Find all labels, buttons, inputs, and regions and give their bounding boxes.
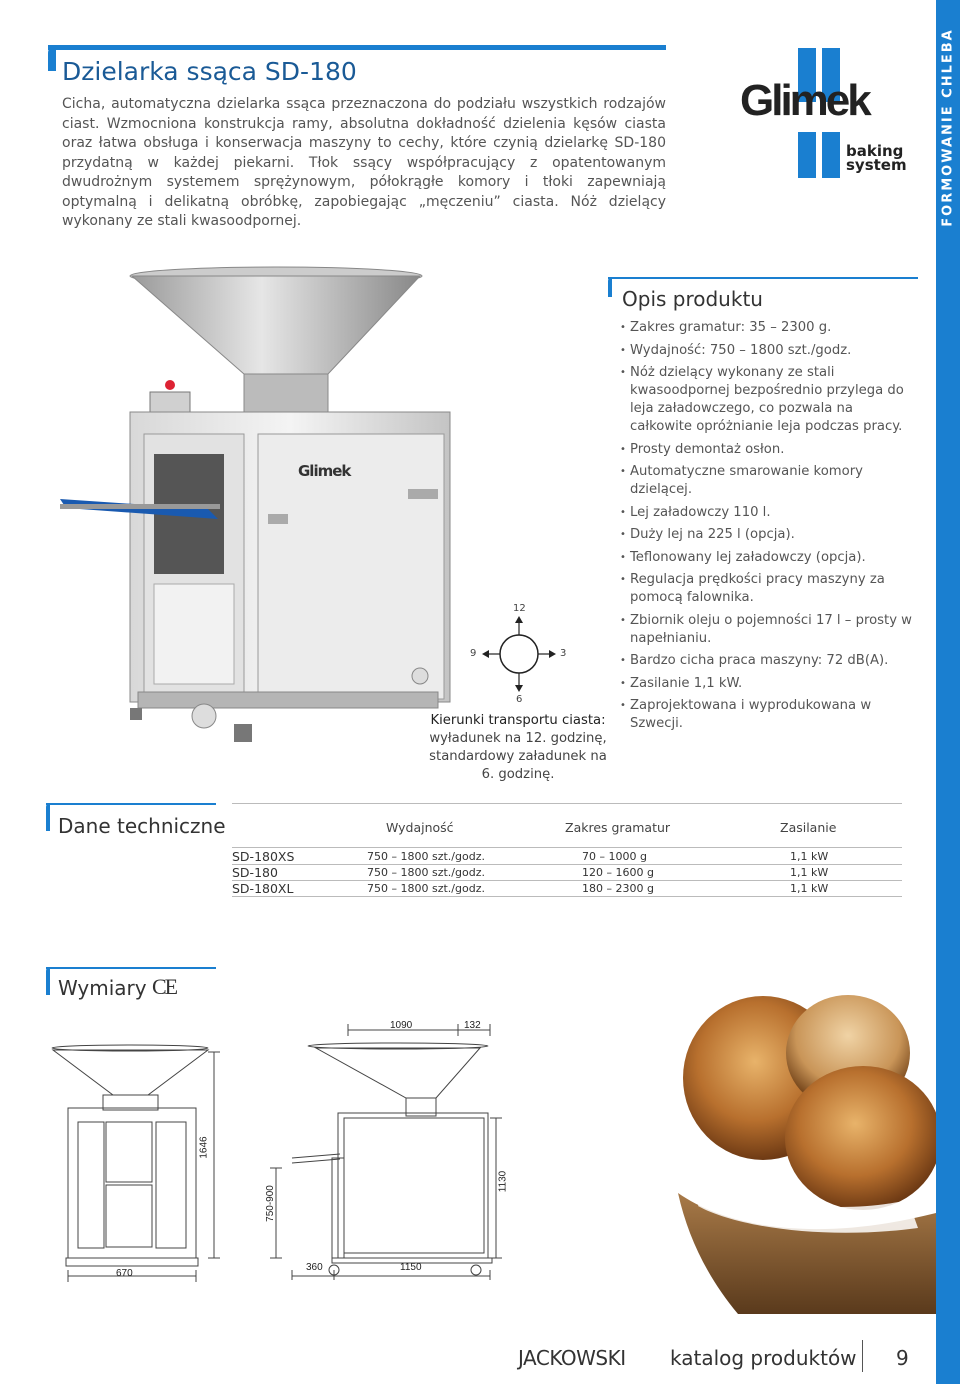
- ce-mark: CE: [152, 974, 177, 999]
- opis-item: • Wydajność: 750 – 1800 szt./godz.: [620, 342, 916, 360]
- opis-item: • Prosty demontaż osłon.: [620, 441, 916, 459]
- clock-label-6: 6: [516, 694, 523, 705]
- opis-rule: [608, 277, 918, 279]
- side-view-lines: [258, 1018, 522, 1280]
- cell-model: SD-180XL: [232, 881, 352, 897]
- front-view-lines: [48, 1030, 228, 1288]
- clock-caption-title: Kierunki transportu ciasta:: [430, 713, 606, 728]
- cell-wydajnosc: 750 – 1800 szt./godz.: [352, 849, 562, 865]
- dim-1130: 1130: [497, 1170, 509, 1193]
- bread-basket-graphic: [668, 978, 936, 1314]
- intro-text: Cicha, automatyczna dzielarka ssąca przeznaczona do podziału wszystkich rodzajów ciast. Wzmocniona konstrukcja ramy, absolutna dokładność dzielenia kęsów ciasta oraz łatwa obsługa i konserwacja maszyny to cechy, które czynią dzielarkę SD-180 przydatną w każdej piekarni. Tłok ssący współpracujący z opatentowanym dwudrożnym systemem sprężynowym, półokrągłe komory i tłoki zapewniają optymalną i delikatną obróbkę, zapobiegając „męczeniu” ciasta. Nóż dzielący wykonany ze stali kwasoodpornej.: [62, 96, 666, 229]
- opis-hook: [608, 277, 612, 297]
- footer-catalog: katalog produktów: [670, 1346, 857, 1370]
- cell-model: SD-180XS: [232, 849, 352, 865]
- logo-sub: [846, 144, 907, 172]
- opis-item: • Bardzo cicha praca maszyny: 72 dB(A).: [620, 652, 916, 670]
- cell-wydajnosc: 750 – 1800 szt./godz.: [352, 865, 562, 881]
- opis-list: [620, 319, 916, 738]
- footer-company: JACKOWSKI: [518, 1346, 626, 1370]
- wymiary-title: Wymiary: [58, 976, 147, 1000]
- opis-item: • Duży lej na 225 l (opcja).: [620, 526, 916, 544]
- cell-wydajnosc: 750 – 1800 szt./godz.: [352, 881, 562, 897]
- glimek-logo: [740, 44, 907, 184]
- dim-360: 360: [306, 1262, 323, 1273]
- opis-item: • Zaprojektowana i wyprodukowana w Szwecji.: [620, 697, 916, 733]
- dim-1646: 1646: [198, 1136, 210, 1159]
- dim-1090: 1090: [390, 1020, 413, 1031]
- dane-hook: [46, 803, 50, 831]
- footer-divider: [862, 1340, 863, 1372]
- direction-diagram: [464, 604, 574, 710]
- wymiary-hook: [46, 967, 50, 995]
- side-band: [936, 0, 960, 1384]
- dim-670: 670: [116, 1268, 133, 1279]
- opis-item: • Zasilanie 1,1 kW.: [620, 675, 916, 693]
- cell-model: SD-180: [232, 865, 352, 881]
- page-title: Dzielarka ssąca SD-180: [62, 57, 357, 86]
- logo-name: Glimek: [740, 76, 869, 125]
- table-row: [232, 849, 902, 865]
- side-label: FORMOWANIE CHLEBA: [940, 28, 956, 227]
- opis-item: • Zbiornik oleju o pojemności 17 l – prosty w napełnianiu.: [620, 612, 916, 648]
- title-rule: [48, 45, 666, 50]
- opis-item: • Teflonowany lej załadowczy (opcja).: [620, 549, 916, 567]
- dane-rule: [46, 803, 216, 805]
- logo-sub-baking: baking: [846, 142, 904, 160]
- clock-label-12: 12: [513, 603, 526, 614]
- bread-basket-photo: [668, 978, 936, 1314]
- wymiary-rule: [46, 967, 216, 969]
- dane-top-rule: [232, 803, 902, 804]
- logo-sub-system: system: [846, 156, 907, 174]
- cell-zasilanie: 1,1 kW: [752, 849, 902, 865]
- front-view-drawing: [48, 1030, 228, 1288]
- dim-1150: 1150: [400, 1262, 422, 1273]
- table-row: [232, 865, 902, 881]
- header-wydajnosc: Wydajność: [386, 820, 454, 835]
- footer-page-number: 9: [896, 1346, 909, 1370]
- dane-header-rule: [232, 847, 902, 848]
- dane-title: Dane techniczne: [58, 814, 226, 838]
- cell-zakres: 70 – 1000 g: [562, 849, 752, 865]
- table-row: [232, 881, 902, 897]
- clock-label-3: 3: [560, 648, 567, 659]
- title-hook: [48, 45, 56, 71]
- cell-zasilanie: 1,1 kW: [752, 881, 902, 897]
- clock-caption-text: wyładunek na 12. godzinę, standardowy załadunek na 6. godzinę.: [429, 731, 607, 782]
- opis-title: Opis produktu: [622, 287, 763, 311]
- clock-caption: [428, 712, 608, 784]
- cell-zakres: 180 – 2300 g: [562, 881, 752, 897]
- cell-zakres: 120 – 1600 g: [562, 865, 752, 881]
- header-zakres: Zakres gramatur: [565, 820, 671, 835]
- side-view-drawing: [258, 1018, 522, 1280]
- opis-item: • Lej załadowczy 110 l.: [620, 504, 916, 522]
- machine-logo: Glimek: [298, 462, 351, 480]
- opis-item: • Nóż dzielący wykonany ze stali kwasoodpornej bezpośrednio przylega do leja załadowczego, co pozwala na całkowite opróżnianie leja podczas pracy.: [620, 364, 916, 436]
- opis-item: • Automatyczne smarowanie komory dzielącej.: [620, 463, 916, 499]
- cell-zasilanie: 1,1 kW: [752, 865, 902, 881]
- header-zasilanie: Zasilanie: [780, 820, 837, 835]
- dim-750-900: 750-900: [264, 1185, 276, 1222]
- dim-132: 132: [464, 1020, 481, 1031]
- machine-photo: [58, 264, 458, 764]
- machine-illustration: [58, 264, 458, 764]
- opis-item: • Zakres gramatur: 35 – 2300 g.: [620, 319, 916, 337]
- opis-item: • Regulacja prędkości pracy maszyny za pomocą falownika.: [620, 571, 916, 607]
- clock-label-9: 9: [470, 648, 477, 659]
- specs-table: [232, 849, 902, 897]
